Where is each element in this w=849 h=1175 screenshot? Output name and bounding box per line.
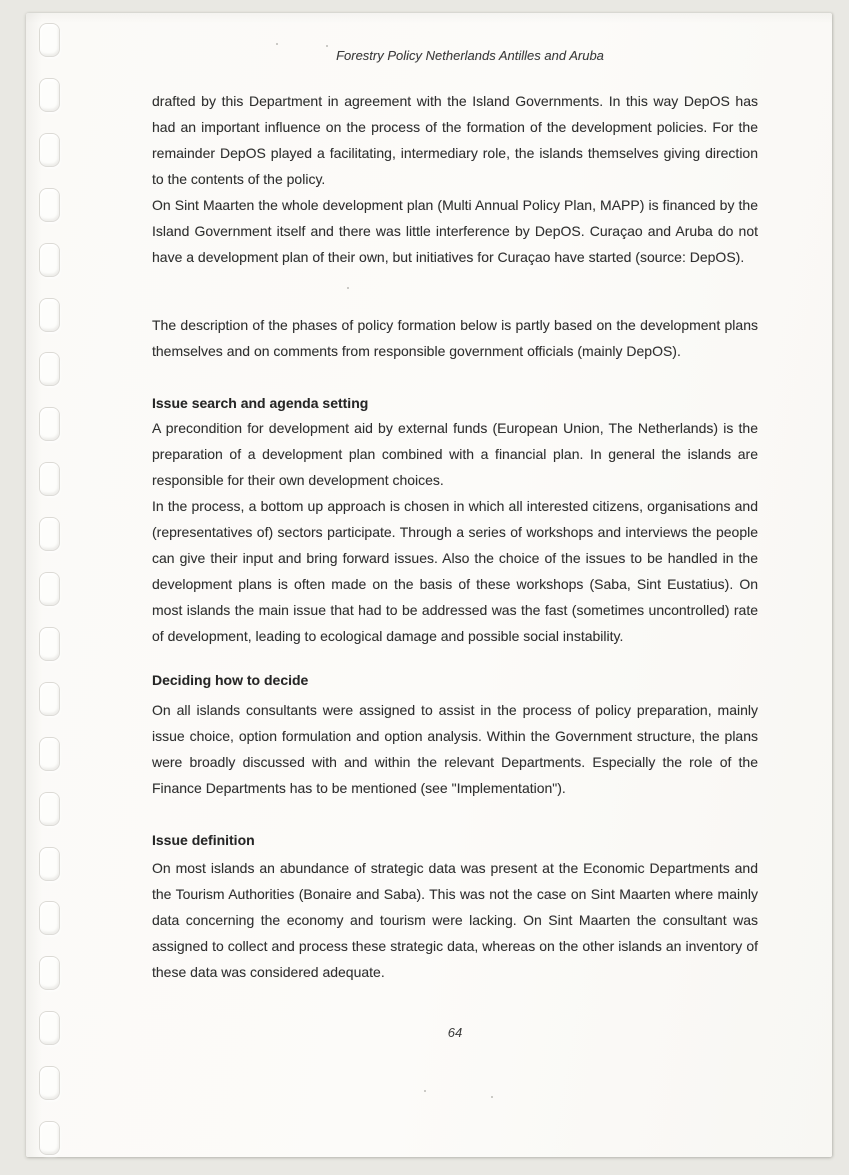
- scan-speck: [491, 1096, 493, 1098]
- paragraph-strategic-data: On most islands an abundance of strategic data was present at the Economic Departments and the Tourism Authorities (Bonaire and Saba). This was not the case on Sint Maarten where mainly data concerning the economy and tourism were lacking. On Sint Maarten the consultant was assigned to collect and process these strategic data, whereas on the other islands an inventory of these data was considered adequate.: [152, 860, 758, 980]
- running-header: Forestry Policy Netherlands Antilles and Aruba: [336, 48, 604, 63]
- paragraph-bottom-up-approach: In the process, a bottom up approach is chosen in which all interested citizens, organisations and (representatives of) sectors participate. Through a series of workshops and interviews the people can give their input and bring forward issues. Also the choice of the issues to be handled in the development plans is often made on the basis of these workshops (Saba, Sint Eustatius). On most islands the main issue that had to be addressed was the fast (sometimes uncontrolled) rate of development, leading to ecological damage and possible social instability.: [152, 498, 758, 644]
- scan-speck: [424, 1090, 426, 1092]
- scan-speck: [276, 43, 278, 45]
- paragraph-description-phases: The description of the phases of policy formation below is partly based on the development plans themselves and on comments from responsible government officials (mainly DepOS).: [152, 317, 758, 359]
- heading-deciding-how-to-decide: Deciding how to decide: [152, 672, 309, 688]
- heading-issue-search-and-agenda-setting: Issue search and agenda setting: [152, 395, 369, 411]
- page-number: 64: [447, 1025, 463, 1040]
- scan-speck: [347, 287, 349, 289]
- paragraph-precondition-development-aid: A precondition for development aid by external funds (European Union, The Netherlands) is the preparation of a development plan combined with a financial plan. In general the islands are responsible for their own development choices.: [152, 420, 758, 488]
- heading-issue-definition: Issue definition: [152, 832, 255, 848]
- paragraph-consultants-assigned: On all islands consultants were assigned to assist in the process of policy preparation, mainly issue choice, option formulation and option analysis. Within the Government structure, the plans were broadly discussed with and within the relevant Departments. Especially the role of the Finance Departments has to be mentioned (see "Implementation").: [152, 702, 758, 796]
- paragraph-sint-maarten-plan: On Sint Maarten the whole development plan (Multi Annual Policy Plan, MAPP) is financed by the Island Government itself and there was little interference by DepOS. Curaçao and Aruba do not have a development plan of their own, but initiatives for Curaçao have started (source: DepOS).: [152, 197, 758, 265]
- paragraph-depos-influence: drafted by this Department in agreement with the Island Governments. In this way DepOS has had an important influence on the process of the formation of the development policies. For the remainder DepOS played a facilitating, intermediary role, the islands themselves giving direction to the contents of the policy.: [152, 93, 758, 187]
- scan-speck: [326, 45, 328, 47]
